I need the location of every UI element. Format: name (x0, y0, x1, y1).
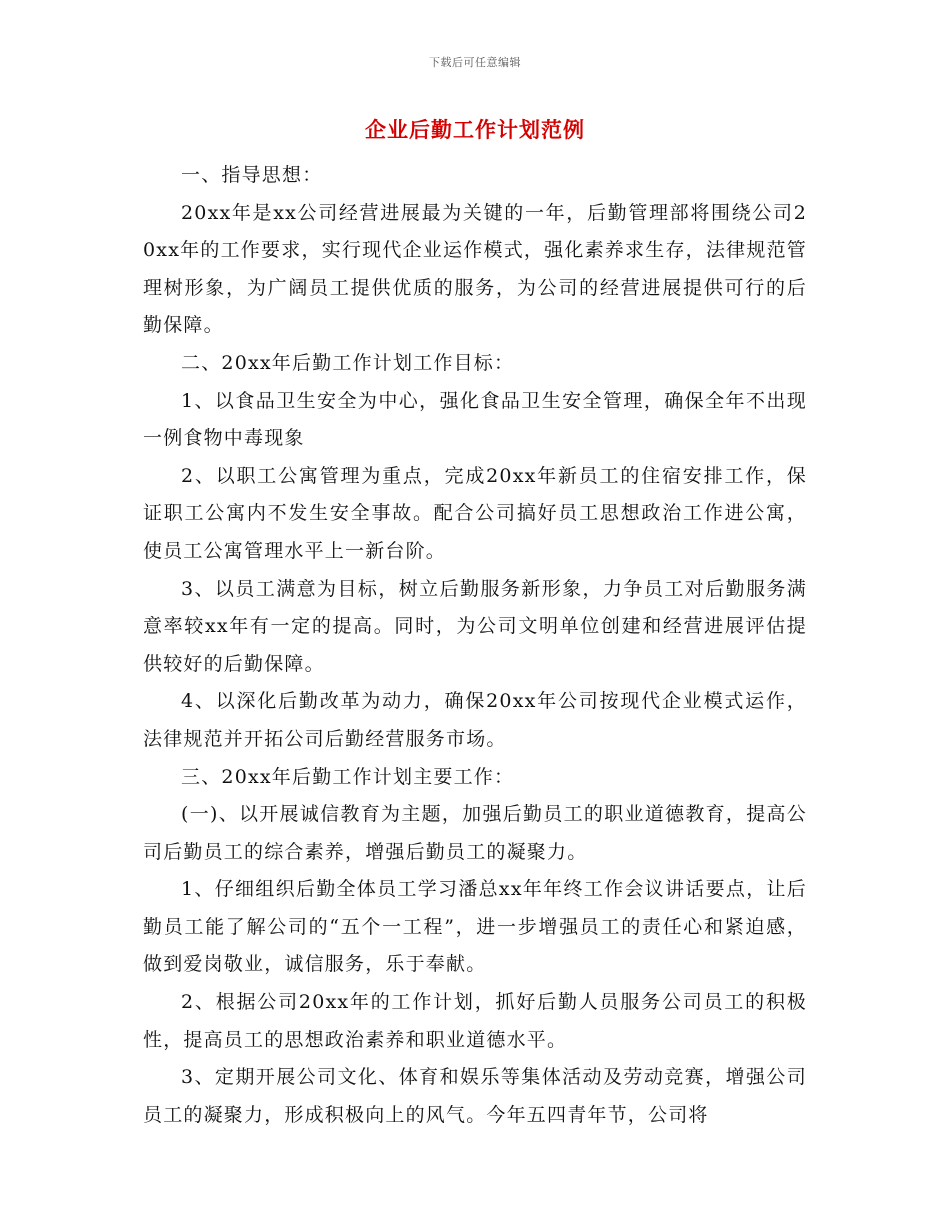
paragraph-goal-2: 2、以职工公寓管理为重点，完成20xx年新员工的住宿安排工作，保证职工公寓内不发生安全事故。配合公司搞好员工思想政治工作进公寓，使员工公寓管理水平上一新台阶。 (143, 464, 807, 562)
paragraph-work-item-1: 1、仔细组织后勤全体员工学习潘总xx年年终工作会议讲话要点，让后勤员工能了解公司的“五个一工程”，进一步增强员工的责任心和紧迫感，做到爱岗敬业，诚信服务，乐于奉献。 (143, 878, 807, 976)
document-title: 企业后勤工作计划范例 (365, 117, 585, 142)
paragraph-goal-1: 1、以食品卫生安全为中心，强化食品卫生安全管理，确保全年不出现一例食物中毒现象 (143, 389, 807, 450)
header-note: 下载后可任意编辑 (429, 56, 521, 69)
paragraph-work-item-3: 3、定期开展公司文化、体育和娱乐等集体活动及劳动竞赛，增强公司员工的凝聚力，形成积极向上的风气。今年五四青年节，公司将 (143, 1066, 807, 1126)
paragraph-work-item-2: 2、根据公司20xx年的工作计划，抓好后勤人员服务公司员工的积极性，提高员工的思想政治素养和职业道德水平。 (143, 991, 807, 1051)
paragraph-guiding-ideology: 20xx年是xx公司经营进展最为关键的一年，后勤管理部将围绕公司20xx年的工作要求，实行现代企业运作模式，强化素养求生存，法律规范管理树形象，为广阔员工提供优质的服务，为公司的经营进展提供可行的后勤保障。 (143, 201, 807, 337)
paragraph-goal-3: 3、以员工满意为目标，树立后勤服务新形象，力争员工对后勤服务满意率较xx年有一定的提高。同时，为公司文明单位创建和经营进展评估提供较好的后勤保障。 (143, 577, 807, 675)
paragraph-work-section-1: (一)、以开展诚信教育为主题，加强后勤员工的职业道德教育，提高公司后勤员工的综合素养，增强后勤员工的凝聚力。 (143, 803, 807, 863)
paragraph-main-work-heading: 三、20xx年后勤工作计划主要工作： (181, 765, 515, 788)
document-body (143, 157, 807, 1134)
paragraph-guiding-ideology-heading: 一、指导思想： (181, 164, 323, 186)
paragraph-goals-heading: 二、20xx年后勤工作计划工作目标： (181, 351, 515, 374)
paragraph-goal-4: 4、以深化后勤改革为动力，确保20xx年公司按现代企业模式运作，法律规范并开拓公司后勤经营服务市场。 (143, 690, 807, 750)
